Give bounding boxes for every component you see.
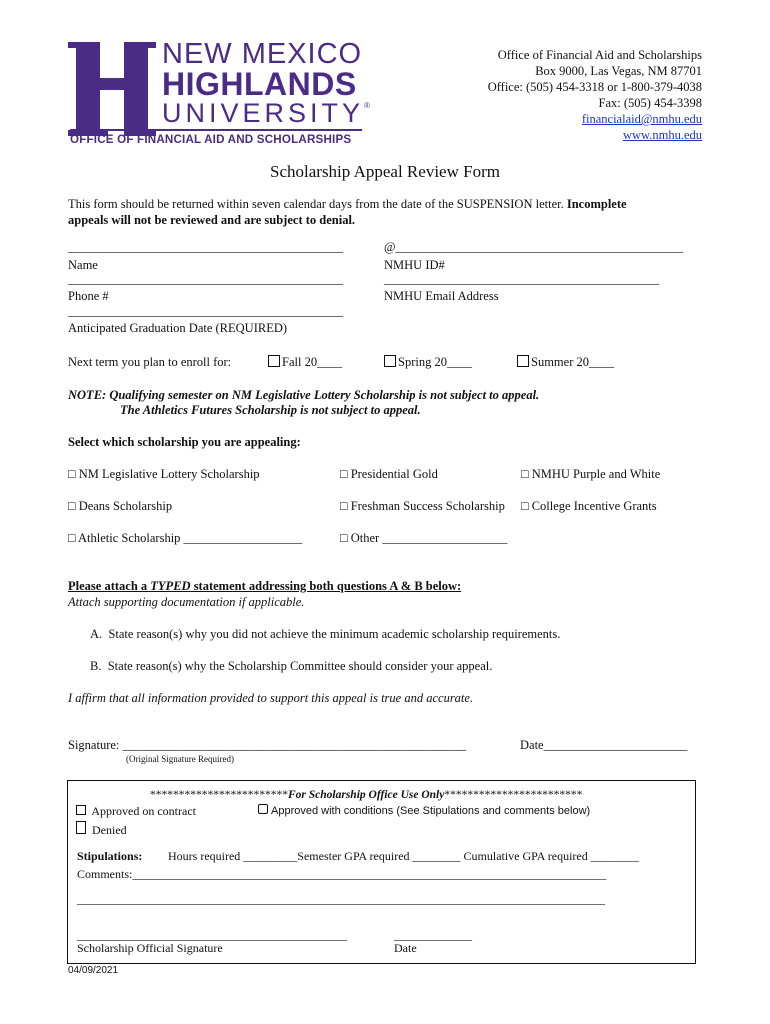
term-summer-option[interactable]: Summer 20____ bbox=[517, 355, 614, 370]
signature-date-field[interactable]: Date_______________________ bbox=[520, 738, 688, 752]
checkbox-icon[interactable]: □ bbox=[68, 531, 76, 545]
checkbox-icon[interactable]: □ bbox=[68, 499, 76, 513]
stipulations-fields[interactable]: Hours required _________Semester GPA required ________ Cumulative GPA required ________ bbox=[168, 849, 639, 863]
option-athletic[interactable]: □ Athletic Scholarship ___________________ bbox=[68, 531, 303, 545]
logo-divider bbox=[70, 129, 362, 131]
note-lottery: NOTE: Qualifying semester on NM Legislative Lottery Scholarship is not subject to appeal. bbox=[68, 388, 540, 402]
term-fall-option[interactable]: Fall 20____ bbox=[268, 355, 342, 370]
graduation-date-blank[interactable]: ____________________________________________ bbox=[68, 304, 343, 318]
checkbox-icon[interactable] bbox=[258, 804, 268, 814]
comments-field[interactable]: Comments:_______________________________________________________________________________ bbox=[77, 867, 607, 881]
form-intro: This form should be returned within seven calendar days from the date of the SUSPENSION letter. Incomplete appeals will not be reviewed and are subject to denial. bbox=[68, 197, 627, 227]
office-fax: Fax: (505) 454-3398 bbox=[598, 96, 702, 110]
signature-note: (Original Signature Required) bbox=[126, 754, 234, 764]
official-signature-blank[interactable]: _____________________________________________ bbox=[77, 928, 347, 942]
office-use-heading: ************************For Scholarship Office Use Only************************ bbox=[150, 789, 583, 801]
registered-mark: ® bbox=[364, 101, 370, 110]
checkbox-icon[interactable] bbox=[76, 821, 86, 834]
university-logo-h bbox=[68, 40, 156, 138]
approved-on-contract-option[interactable]: Approved on contract bbox=[76, 804, 196, 819]
checkbox-icon[interactable] bbox=[517, 355, 529, 367]
approved-with-conditions-option[interactable]: Approved with conditions (See Stipulations and comments below) bbox=[258, 804, 590, 817]
attach-statement-heading: Please attach a TYPED statement addressing both questions A & B below: bbox=[68, 579, 462, 593]
select-scholarship-heading: Select which scholarship you are appealing: bbox=[68, 435, 301, 449]
email-field-blank[interactable]: ____________________________________________ bbox=[384, 272, 659, 286]
question-a: A. State reason(s) why you did not achieve the minimum academic scholarship requirements. bbox=[90, 627, 561, 641]
stipulations-label: Stipulations: bbox=[77, 849, 143, 863]
checkbox-icon[interactable] bbox=[76, 805, 86, 815]
question-b: B. State reason(s) why the Scholarship Committee should consider your appeal. bbox=[90, 659, 493, 673]
logo-line-highlands: HIGHLANDS bbox=[162, 66, 357, 102]
checkbox-icon[interactable] bbox=[384, 355, 396, 367]
denied-option[interactable]: Denied bbox=[76, 821, 127, 838]
phone-label: Phone # bbox=[68, 289, 109, 303]
email-link[interactable]: financialaid@nmhu.edu bbox=[581, 112, 702, 126]
office-box: Box 9000, Las Vegas, NM 87701 bbox=[535, 64, 702, 78]
email-label: NMHU Email Address bbox=[384, 289, 499, 303]
checkbox-icon[interactable]: □ bbox=[340, 531, 348, 545]
logo-subtitle: OFFICE OF FINANCIAL AID AND SCHOLARSHIPS bbox=[70, 133, 352, 146]
option-other[interactable]: □ Other ____________________ bbox=[340, 531, 508, 545]
name-label: Name bbox=[68, 258, 98, 272]
checkbox-icon[interactable]: □ bbox=[521, 499, 529, 513]
official-signature-label: Scholarship Official Signature bbox=[77, 941, 223, 955]
phone-field-blank[interactable]: ____________________________________________ bbox=[68, 272, 343, 286]
option-purple-white[interactable]: □ NMHU Purple and White bbox=[521, 467, 661, 481]
option-college-incentive[interactable]: □ College Incentive Grants bbox=[521, 499, 657, 513]
note-athletics: The Athletics Futures Scholarship is not subject to appeal. bbox=[120, 403, 421, 417]
term-spring-option[interactable]: Spring 20____ bbox=[384, 355, 472, 370]
option-lottery[interactable]: □ NM Legislative Lottery Scholarship bbox=[68, 467, 260, 481]
option-presidential[interactable]: □ Presidential Gold bbox=[340, 467, 438, 481]
checkbox-icon[interactable] bbox=[268, 355, 280, 367]
form-title: Scholarship Appeal Review Form bbox=[270, 162, 500, 181]
attach-documentation-note: Attach supporting documentation if applicable. bbox=[68, 595, 305, 609]
affirmation-statement: I affirm that all information provided to support this appeal is true and accurate. bbox=[68, 691, 474, 705]
option-freshman-success[interactable]: □ Freshman Success Scholarship bbox=[340, 499, 505, 513]
official-date-blank[interactable]: _____________ bbox=[394, 928, 472, 942]
signature-field[interactable]: Signature: _______________________________________________________ bbox=[68, 738, 467, 752]
official-date-label: Date bbox=[394, 941, 417, 955]
revision-date: 04/09/2021 bbox=[68, 965, 119, 976]
enroll-term-label: Next term you plan to enroll for: bbox=[68, 355, 232, 369]
logo-line-university: UNIVERSITY® bbox=[162, 98, 370, 128]
office-name: Office of Financial Aid and Scholarships bbox=[497, 48, 702, 62]
nmhu-id-field-blank[interactable]: @______________________________________________ bbox=[384, 240, 684, 254]
checkbox-icon[interactable]: □ bbox=[68, 467, 76, 481]
comments-field-line-2[interactable]: ________________________________________________________________________________________ bbox=[77, 892, 605, 906]
graduation-date-label: Anticipated Graduation Date (REQUIRED) bbox=[68, 321, 288, 335]
website-link[interactable]: www.nmhu.edu bbox=[622, 128, 702, 142]
checkbox-icon[interactable]: □ bbox=[340, 499, 348, 513]
checkbox-icon[interactable]: □ bbox=[521, 467, 529, 481]
name-field-blank[interactable]: ____________________________________________ bbox=[68, 240, 343, 254]
nmhu-id-label: NMHU ID# bbox=[384, 258, 445, 272]
checkbox-icon[interactable]: □ bbox=[340, 467, 348, 481]
option-deans[interactable]: □ Deans Scholarship bbox=[68, 499, 173, 513]
logo-line-new-mexico: NEW MEXICO bbox=[162, 38, 363, 70]
office-address-block bbox=[488, 47, 702, 143]
office-phone: Office: (505) 454-3318 or 1-800-379-4038 bbox=[487, 80, 702, 94]
